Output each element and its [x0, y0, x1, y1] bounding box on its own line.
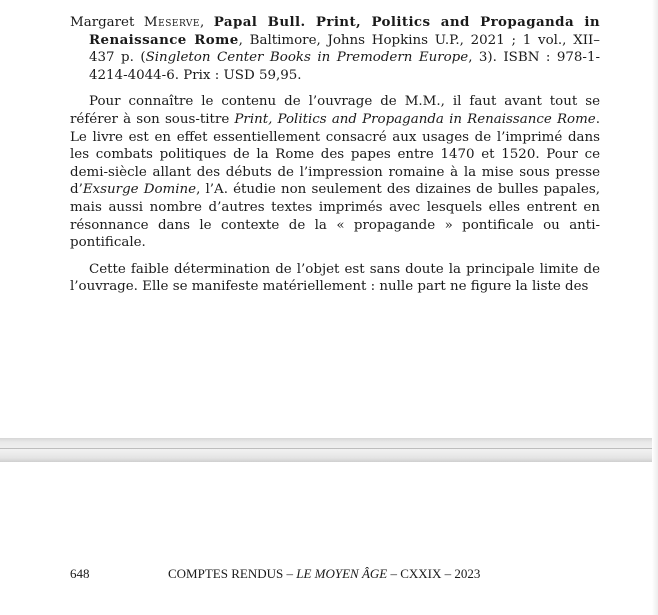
bibliographic-entry [70, 14, 600, 84]
publication-info: , Baltimore, Johns Hopkins U.P., 2021 ; 1 vol., XII–437 p. ( [89, 32, 600, 66]
running-head-section: COMPTES RENDUS – [168, 566, 297, 581]
page-separator-gap [0, 438, 658, 462]
paragraph-1-text-a: Pour connaître le contenu de l’ouvrage de M.M., il faut avant tout se référer à son sous-titre [70, 94, 600, 127]
paragraph-1-text-b: . Le livre est en effet essentiellement consacré aux usages de l’imprimé dans les combats politiques de la Rome des papes entre 1470 et 1520. Pour ce demi-siècle allant des débuts de l’impression romaine à la mise sous presse d’ [70, 111, 600, 198]
isbn-price-info: , 3). ISBN : 978-1-4214-4044-6. Prix : USD 59,95. [89, 50, 600, 83]
page-number: 648 [70, 566, 90, 581]
review-content [70, 14, 600, 296]
page-lower-sheet [0, 462, 658, 615]
author-first-name: Margaret [70, 15, 135, 30]
viewer-right-edge [652, 0, 658, 615]
running-head [168, 566, 480, 582]
bull-title-italic: Exsurge Domine [82, 182, 197, 198]
series-title: Singleton Center Books in Premodern Europe [145, 50, 469, 66]
paragraph-2-text: Cette faible détermination de l’objet est sans doute la principale limite de l’ouvrage. Elle se manifeste matériellement : nulle part ne figure la liste des [70, 261, 600, 295]
page-separator-line [0, 448, 658, 449]
paragraph-1-text-c: , l’A. étudie non seulement des dizaines de bulles papales, mais aussi nombre d’autres textes imprimés avec lesquels elles entrent en résonnance dans le contexte de la « propagande » pontificale ou anti-pontificale. [70, 182, 600, 251]
book-subtitle-italic: Print, Politics and Propaganda in Renaissance Rome [234, 111, 596, 127]
running-head-journal: LE MOYEN ÂGE [296, 566, 388, 581]
entry-separator: , [199, 15, 214, 30]
review-paragraph-2 [70, 261, 600, 296]
book-title: Papal Bull. Print, Politics and Propaganda in Renaissance Rome [89, 14, 601, 48]
author-last-name: Meserve [143, 15, 200, 30]
review-paragraph-1 [70, 93, 600, 251]
running-head-volume-year: – CXXIX – 2023 [387, 566, 481, 581]
